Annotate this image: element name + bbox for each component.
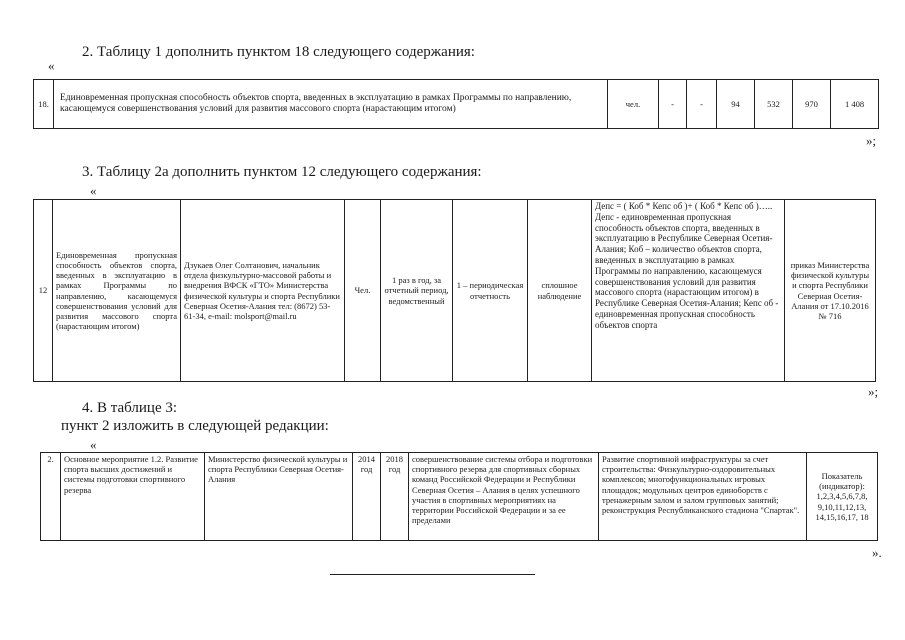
section3-heading: 4. В таблице 3:: [82, 400, 178, 416]
t3-event: Основное мероприятие 1.2. Развитие спорта высших достижений и системы подготовки спортивного резерва: [61, 453, 205, 541]
section2-open-quote: «: [90, 183, 97, 198]
t3-activities: Развитие спортивной инфраструктуры за счет строительства: Физкультурно-оздоровительных комплексов; многофункциональных игровых площадок; модульных центров единоборств с тренажерным залом и залом групповых занятий; реконструкция Республиканского стадиона "Спартак".: [599, 453, 807, 541]
t3-indicators: Показатель (индикатор): 1,2,3,4,5,6,7,8, 9,10,11,12,13, 14,15,16,17, 18: [807, 453, 878, 541]
t1-value: 94: [717, 80, 755, 129]
t3-start: 2014 год: [353, 453, 381, 541]
t2-form: 1 – периодическая отчетность: [453, 200, 528, 382]
t1-value: 970: [793, 80, 831, 129]
t2-unit: Чел.: [345, 200, 381, 382]
section3-open-quote: «: [90, 437, 97, 452]
table1-row18: [33, 79, 879, 129]
section2-close-mark: »;: [868, 384, 879, 399]
t1-value: 1 408: [831, 80, 879, 129]
section1-heading: 2. Таблицу 1 дополнить пунктом 18 следующего содержания:: [82, 44, 475, 60]
separator-line: [330, 574, 535, 575]
table2a-row12: [33, 199, 876, 382]
t1-num: 18.: [34, 80, 54, 129]
t2-frequency: 1 раз в год, за отчетный период, ведомственный: [381, 200, 453, 382]
section3-close-mark: ».: [872, 545, 882, 560]
t1-unit: чел.: [608, 80, 659, 129]
t2-formula: Депс = ( Коб * Кепс об )+ ( Коб * Кепс об )….. Депс - единовременная пропускная способность объектов спорта, введенных в эксплуатацию в Республике Северная Осетия-Алания; Коб – количество объектов спорта, введенных в эксплуатацию в рамках Программы по направлению, касающемуся совершенствования условий для развития массового спорта (нарастающим итогом) в Республике Северная Осетия-Алания; Кепс об - единовременная пропускная способность объектов спорта: [592, 200, 785, 382]
section3-subheading: пункт 2 изложить в следующей редакции:: [61, 418, 329, 434]
t1-value: 532: [755, 80, 793, 129]
t1-value: -: [687, 80, 717, 129]
t2-method: сплошное наблюдение: [528, 200, 592, 382]
t2-basis: приказ Министерства физической культуры и спорта Республики Северная Осетия-Алания от 17.10.2016 № 716: [785, 200, 876, 382]
t3-end: 2018 год: [381, 453, 409, 541]
t2-name: Единовременная пропускная способность объектов спорта, введенных в эксплуатацию в рамках Программы по направлению, касающемуся совершенствования условий для развития массового спорта (нарастающим итогом): [53, 200, 181, 382]
table3-row2: [40, 452, 878, 541]
t1-name: Единовременная пропускная способность объектов спорта, введенных в эксплуатацию в рамках Программы по направлению, касающемуся совершенствования условий для развития массового спорта (нарастающим итогом): [54, 80, 608, 129]
section1-close-mark: »;: [866, 133, 877, 148]
section2-heading: 3. Таблицу 2а дополнить пунктом 12 следующего содержания:: [82, 164, 482, 180]
t2-responsible: Дзукаев Олег Солтанович, начальник отдела физкультурно-массовой работы и внедрения ВФСК «ГТО» Министерства физической культуры и спорта Республики Северная Осетия-Алания тел: (8672) 53-61-34, e-mail: molsport@mail.ru: [181, 200, 345, 382]
t3-executor: Министерство физической культуры и спорта Республики Северная Осетия-Алания: [205, 453, 353, 541]
t1-value: -: [659, 80, 687, 129]
t2-num: 12: [34, 200, 53, 382]
section1-open-quote: «: [48, 58, 55, 73]
t3-result: совершенствование системы отбора и подготовки спортивного резерва для спортивных сборных команд Российской Федерации и Республики Северная Осетия – Алания в целях успешного участия в спортивных мероприятиях на территории Российской Федерации и за ее пределами: [409, 453, 599, 541]
t3-num: 2.: [41, 453, 61, 541]
